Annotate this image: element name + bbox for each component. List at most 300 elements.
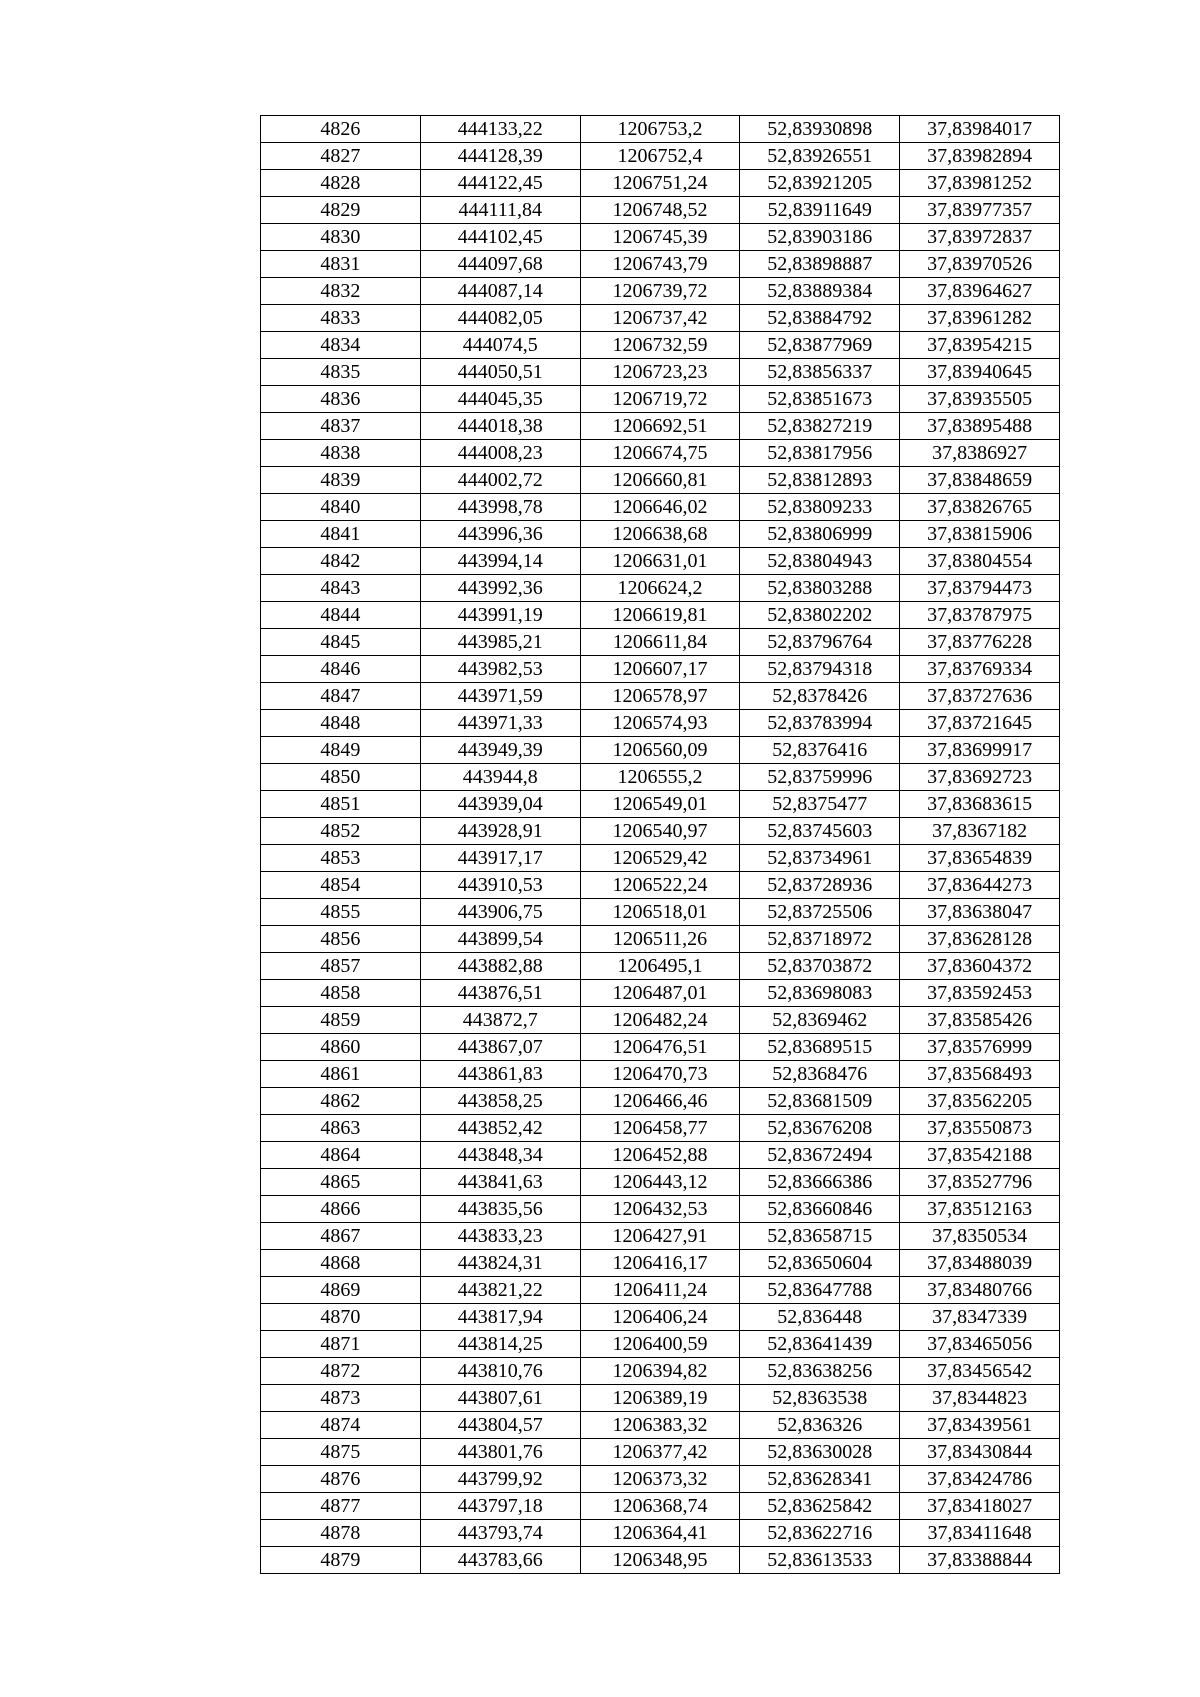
longitude-cell: 37,83787975 xyxy=(900,602,1060,629)
y-coordinate-cell: 1206631,01 xyxy=(580,548,740,575)
latitude-cell: 52,83812893 xyxy=(740,467,900,494)
longitude-cell: 37,83439561 xyxy=(900,1412,1060,1439)
point-number-cell: 4868 xyxy=(261,1250,421,1277)
latitude-cell: 52,83613533 xyxy=(740,1547,900,1574)
x-coordinate-cell: 444111,84 xyxy=(420,197,580,224)
point-number-cell: 4855 xyxy=(261,899,421,926)
longitude-cell: 37,83692723 xyxy=(900,764,1060,791)
x-coordinate-cell: 443906,75 xyxy=(420,899,580,926)
point-number-cell: 4833 xyxy=(261,305,421,332)
y-coordinate-cell: 1206394,82 xyxy=(580,1358,740,1385)
y-coordinate-cell: 1206646,02 xyxy=(580,494,740,521)
x-coordinate-cell: 443899,54 xyxy=(420,926,580,953)
table-row xyxy=(261,143,1060,170)
x-coordinate-cell: 443858,25 xyxy=(420,1088,580,1115)
x-coordinate-cell: 443982,53 xyxy=(420,656,580,683)
x-coordinate-cell: 443996,36 xyxy=(420,521,580,548)
point-number-cell: 4834 xyxy=(261,332,421,359)
latitude-cell: 52,83698083 xyxy=(740,980,900,1007)
point-number-cell: 4848 xyxy=(261,710,421,737)
y-coordinate-cell: 1206607,17 xyxy=(580,656,740,683)
longitude-cell: 37,83568493 xyxy=(900,1061,1060,1088)
latitude-cell: 52,83728936 xyxy=(740,872,900,899)
latitude-cell: 52,8368476 xyxy=(740,1061,900,1088)
longitude-cell: 37,83964627 xyxy=(900,278,1060,305)
x-coordinate-cell: 443814,25 xyxy=(420,1331,580,1358)
latitude-cell: 52,83676208 xyxy=(740,1115,900,1142)
x-coordinate-cell: 444122,45 xyxy=(420,170,580,197)
longitude-cell: 37,83562205 xyxy=(900,1088,1060,1115)
x-coordinate-cell: 443994,14 xyxy=(420,548,580,575)
point-number-cell: 4830 xyxy=(261,224,421,251)
table-row xyxy=(261,1439,1060,1466)
x-coordinate-cell: 443944,8 xyxy=(420,764,580,791)
longitude-cell: 37,83628128 xyxy=(900,926,1060,953)
table-row xyxy=(261,872,1060,899)
y-coordinate-cell: 1206748,52 xyxy=(580,197,740,224)
point-number-cell: 4832 xyxy=(261,278,421,305)
longitude-cell: 37,83654839 xyxy=(900,845,1060,872)
table-row xyxy=(261,602,1060,629)
x-coordinate-cell: 443848,34 xyxy=(420,1142,580,1169)
latitude-cell: 52,83911649 xyxy=(740,197,900,224)
longitude-cell: 37,83456542 xyxy=(900,1358,1060,1385)
longitude-cell: 37,8367182 xyxy=(900,818,1060,845)
point-number-cell: 4874 xyxy=(261,1412,421,1439)
point-number-cell: 4829 xyxy=(261,197,421,224)
longitude-cell: 37,83465056 xyxy=(900,1331,1060,1358)
point-number-cell: 4851 xyxy=(261,791,421,818)
y-coordinate-cell: 1206427,91 xyxy=(580,1223,740,1250)
table-row xyxy=(261,1007,1060,1034)
longitude-cell: 37,83961282 xyxy=(900,305,1060,332)
longitude-cell: 37,83970526 xyxy=(900,251,1060,278)
latitude-cell: 52,83666386 xyxy=(740,1169,900,1196)
latitude-cell: 52,83647788 xyxy=(740,1277,900,1304)
longitude-cell: 37,83576999 xyxy=(900,1034,1060,1061)
x-coordinate-cell: 444050,51 xyxy=(420,359,580,386)
longitude-cell: 37,83804554 xyxy=(900,548,1060,575)
point-number-cell: 4864 xyxy=(261,1142,421,1169)
y-coordinate-cell: 1206745,39 xyxy=(580,224,740,251)
latitude-cell: 52,83856337 xyxy=(740,359,900,386)
latitude-cell: 52,83622716 xyxy=(740,1520,900,1547)
latitude-cell: 52,83718972 xyxy=(740,926,900,953)
latitude-cell: 52,836326 xyxy=(740,1412,900,1439)
y-coordinate-cell: 1206482,24 xyxy=(580,1007,740,1034)
latitude-cell: 52,83804943 xyxy=(740,548,900,575)
x-coordinate-cell: 443833,23 xyxy=(420,1223,580,1250)
table-row xyxy=(261,1196,1060,1223)
latitude-cell: 52,83817956 xyxy=(740,440,900,467)
y-coordinate-cell: 1206574,93 xyxy=(580,710,740,737)
y-coordinate-cell: 1206400,59 xyxy=(580,1331,740,1358)
y-coordinate-cell: 1206432,53 xyxy=(580,1196,740,1223)
longitude-cell: 37,83418027 xyxy=(900,1493,1060,1520)
latitude-cell: 52,83884792 xyxy=(740,305,900,332)
y-coordinate-cell: 1206522,24 xyxy=(580,872,740,899)
latitude-cell: 52,83851673 xyxy=(740,386,900,413)
longitude-cell: 37,83982894 xyxy=(900,143,1060,170)
table-row xyxy=(261,656,1060,683)
longitude-cell: 37,83727636 xyxy=(900,683,1060,710)
latitude-cell: 52,83903186 xyxy=(740,224,900,251)
point-number-cell: 4836 xyxy=(261,386,421,413)
table-row xyxy=(261,494,1060,521)
longitude-cell: 37,83550873 xyxy=(900,1115,1060,1142)
point-number-cell: 4857 xyxy=(261,953,421,980)
longitude-cell: 37,83794473 xyxy=(900,575,1060,602)
table-row xyxy=(261,683,1060,710)
latitude-cell: 52,8375477 xyxy=(740,791,900,818)
longitude-cell: 37,8344823 xyxy=(900,1385,1060,1412)
point-number-cell: 4843 xyxy=(261,575,421,602)
table-row xyxy=(261,1034,1060,1061)
longitude-cell: 37,83972837 xyxy=(900,224,1060,251)
table-row xyxy=(261,521,1060,548)
latitude-cell: 52,83638256 xyxy=(740,1358,900,1385)
longitude-cell: 37,83815906 xyxy=(900,521,1060,548)
point-number-cell: 4870 xyxy=(261,1304,421,1331)
point-number-cell: 4826 xyxy=(261,116,421,143)
longitude-cell: 37,83488039 xyxy=(900,1250,1060,1277)
point-number-cell: 4846 xyxy=(261,656,421,683)
y-coordinate-cell: 1206389,19 xyxy=(580,1385,740,1412)
x-coordinate-cell: 443917,17 xyxy=(420,845,580,872)
point-number-cell: 4841 xyxy=(261,521,421,548)
table-row xyxy=(261,791,1060,818)
y-coordinate-cell: 1206624,2 xyxy=(580,575,740,602)
y-coordinate-cell: 1206619,81 xyxy=(580,602,740,629)
longitude-cell: 37,83977357 xyxy=(900,197,1060,224)
x-coordinate-cell: 443841,63 xyxy=(420,1169,580,1196)
y-coordinate-cell: 1206452,88 xyxy=(580,1142,740,1169)
x-coordinate-cell: 443824,31 xyxy=(420,1250,580,1277)
y-coordinate-cell: 1206348,95 xyxy=(580,1547,740,1574)
y-coordinate-cell: 1206487,01 xyxy=(580,980,740,1007)
longitude-cell: 37,83430844 xyxy=(900,1439,1060,1466)
x-coordinate-cell: 443797,18 xyxy=(420,1493,580,1520)
point-number-cell: 4856 xyxy=(261,926,421,953)
latitude-cell: 52,83759996 xyxy=(740,764,900,791)
y-coordinate-cell: 1206751,24 xyxy=(580,170,740,197)
x-coordinate-cell: 443861,83 xyxy=(420,1061,580,1088)
x-coordinate-cell: 444045,35 xyxy=(420,386,580,413)
y-coordinate-cell: 1206466,46 xyxy=(580,1088,740,1115)
y-coordinate-cell: 1206611,84 xyxy=(580,629,740,656)
y-coordinate-cell: 1206364,41 xyxy=(580,1520,740,1547)
latitude-cell: 52,83921205 xyxy=(740,170,900,197)
longitude-cell: 37,83683615 xyxy=(900,791,1060,818)
latitude-cell: 52,83650604 xyxy=(740,1250,900,1277)
y-coordinate-cell: 1206752,4 xyxy=(580,143,740,170)
table-row xyxy=(261,818,1060,845)
y-coordinate-cell: 1206373,32 xyxy=(580,1466,740,1493)
table-row xyxy=(261,980,1060,1007)
table-row xyxy=(261,305,1060,332)
x-coordinate-cell: 444008,23 xyxy=(420,440,580,467)
table-row xyxy=(261,1547,1060,1574)
point-number-cell: 4869 xyxy=(261,1277,421,1304)
longitude-cell: 37,83848659 xyxy=(900,467,1060,494)
x-coordinate-cell: 444002,72 xyxy=(420,467,580,494)
table-row xyxy=(261,170,1060,197)
x-coordinate-cell: 444133,22 xyxy=(420,116,580,143)
longitude-cell: 37,83721645 xyxy=(900,710,1060,737)
latitude-cell: 52,83926551 xyxy=(740,143,900,170)
y-coordinate-cell: 1206368,74 xyxy=(580,1493,740,1520)
point-number-cell: 4858 xyxy=(261,980,421,1007)
x-coordinate-cell: 443985,21 xyxy=(420,629,580,656)
longitude-cell: 37,83981252 xyxy=(900,170,1060,197)
longitude-cell: 37,83954215 xyxy=(900,332,1060,359)
table-row xyxy=(261,1277,1060,1304)
table-row xyxy=(261,224,1060,251)
x-coordinate-cell: 443971,33 xyxy=(420,710,580,737)
point-number-cell: 4854 xyxy=(261,872,421,899)
table-row xyxy=(261,899,1060,926)
longitude-cell: 37,83592453 xyxy=(900,980,1060,1007)
longitude-cell: 37,83826765 xyxy=(900,494,1060,521)
longitude-cell: 37,83527796 xyxy=(900,1169,1060,1196)
point-number-cell: 4840 xyxy=(261,494,421,521)
longitude-cell: 37,83424786 xyxy=(900,1466,1060,1493)
latitude-cell: 52,83930898 xyxy=(740,116,900,143)
x-coordinate-cell: 444128,39 xyxy=(420,143,580,170)
latitude-cell: 52,83809233 xyxy=(740,494,900,521)
longitude-cell: 37,8386927 xyxy=(900,440,1060,467)
latitude-cell: 52,83827219 xyxy=(740,413,900,440)
point-number-cell: 4844 xyxy=(261,602,421,629)
latitude-cell: 52,83802202 xyxy=(740,602,900,629)
table-row xyxy=(261,1304,1060,1331)
table-row xyxy=(261,1412,1060,1439)
latitude-cell: 52,83806999 xyxy=(740,521,900,548)
y-coordinate-cell: 1206719,72 xyxy=(580,386,740,413)
table-row xyxy=(261,548,1060,575)
x-coordinate-cell: 443998,78 xyxy=(420,494,580,521)
latitude-cell: 52,83803288 xyxy=(740,575,900,602)
longitude-cell: 37,83776228 xyxy=(900,629,1060,656)
x-coordinate-cell: 443939,04 xyxy=(420,791,580,818)
y-coordinate-cell: 1206411,24 xyxy=(580,1277,740,1304)
y-coordinate-cell: 1206443,12 xyxy=(580,1169,740,1196)
y-coordinate-cell: 1206732,59 xyxy=(580,332,740,359)
y-coordinate-cell: 1206743,79 xyxy=(580,251,740,278)
table-row xyxy=(261,467,1060,494)
latitude-cell: 52,83641439 xyxy=(740,1331,900,1358)
y-coordinate-cell: 1206660,81 xyxy=(580,467,740,494)
x-coordinate-cell: 443991,19 xyxy=(420,602,580,629)
longitude-cell: 37,83940645 xyxy=(900,359,1060,386)
table-row xyxy=(261,1466,1060,1493)
table-row xyxy=(261,386,1060,413)
point-number-cell: 4871 xyxy=(261,1331,421,1358)
longitude-cell: 37,83411648 xyxy=(900,1520,1060,1547)
longitude-cell: 37,83895488 xyxy=(900,413,1060,440)
point-number-cell: 4867 xyxy=(261,1223,421,1250)
table-row xyxy=(261,1385,1060,1412)
y-coordinate-cell: 1206737,42 xyxy=(580,305,740,332)
point-number-cell: 4865 xyxy=(261,1169,421,1196)
table-row xyxy=(261,1115,1060,1142)
table-row xyxy=(261,197,1060,224)
x-coordinate-cell: 444102,45 xyxy=(420,224,580,251)
y-coordinate-cell: 1206377,42 xyxy=(580,1439,740,1466)
point-number-cell: 4837 xyxy=(261,413,421,440)
point-number-cell: 4878 xyxy=(261,1520,421,1547)
y-coordinate-cell: 1206518,01 xyxy=(580,899,740,926)
x-coordinate-cell: 443971,59 xyxy=(420,683,580,710)
latitude-cell: 52,83734961 xyxy=(740,845,900,872)
latitude-cell: 52,83898887 xyxy=(740,251,900,278)
point-number-cell: 4847 xyxy=(261,683,421,710)
y-coordinate-cell: 1206416,17 xyxy=(580,1250,740,1277)
table-row xyxy=(261,1358,1060,1385)
coordinates-table-body xyxy=(261,116,1060,1574)
latitude-cell: 52,83625842 xyxy=(740,1493,900,1520)
table-row xyxy=(261,575,1060,602)
x-coordinate-cell: 443835,56 xyxy=(420,1196,580,1223)
table-row xyxy=(261,440,1060,467)
x-coordinate-cell: 443804,57 xyxy=(420,1412,580,1439)
point-number-cell: 4859 xyxy=(261,1007,421,1034)
y-coordinate-cell: 1206578,97 xyxy=(580,683,740,710)
latitude-cell: 52,83725506 xyxy=(740,899,900,926)
point-number-cell: 4862 xyxy=(261,1088,421,1115)
point-number-cell: 4852 xyxy=(261,818,421,845)
y-coordinate-cell: 1206383,32 xyxy=(580,1412,740,1439)
latitude-cell: 52,83703872 xyxy=(740,953,900,980)
longitude-cell: 37,8350534 xyxy=(900,1223,1060,1250)
table-row xyxy=(261,953,1060,980)
y-coordinate-cell: 1206470,73 xyxy=(580,1061,740,1088)
y-coordinate-cell: 1206555,2 xyxy=(580,764,740,791)
latitude-cell: 52,83889384 xyxy=(740,278,900,305)
longitude-cell: 37,83480766 xyxy=(900,1277,1060,1304)
x-coordinate-cell: 443852,42 xyxy=(420,1115,580,1142)
x-coordinate-cell: 443799,92 xyxy=(420,1466,580,1493)
point-number-cell: 4849 xyxy=(261,737,421,764)
latitude-cell: 52,83689515 xyxy=(740,1034,900,1061)
longitude-cell: 37,83769334 xyxy=(900,656,1060,683)
x-coordinate-cell: 444074,5 xyxy=(420,332,580,359)
table-row xyxy=(261,1520,1060,1547)
point-number-cell: 4872 xyxy=(261,1358,421,1385)
latitude-cell: 52,83745603 xyxy=(740,818,900,845)
point-number-cell: 4828 xyxy=(261,170,421,197)
latitude-cell: 52,83658715 xyxy=(740,1223,900,1250)
table-row xyxy=(261,116,1060,143)
point-number-cell: 4850 xyxy=(261,764,421,791)
table-row xyxy=(261,1088,1060,1115)
y-coordinate-cell: 1206638,68 xyxy=(580,521,740,548)
y-coordinate-cell: 1206476,51 xyxy=(580,1034,740,1061)
longitude-cell: 37,83935505 xyxy=(900,386,1060,413)
point-number-cell: 4835 xyxy=(261,359,421,386)
x-coordinate-cell: 443810,76 xyxy=(420,1358,580,1385)
latitude-cell: 52,8369462 xyxy=(740,1007,900,1034)
point-number-cell: 4866 xyxy=(261,1196,421,1223)
table-row xyxy=(261,1061,1060,1088)
longitude-cell: 37,83604372 xyxy=(900,953,1060,980)
x-coordinate-cell: 443949,39 xyxy=(420,737,580,764)
x-coordinate-cell: 444082,05 xyxy=(420,305,580,332)
table-row xyxy=(261,845,1060,872)
x-coordinate-cell: 443807,61 xyxy=(420,1385,580,1412)
longitude-cell: 37,83699917 xyxy=(900,737,1060,764)
table-row xyxy=(261,1169,1060,1196)
longitude-cell: 37,83984017 xyxy=(900,116,1060,143)
latitude-cell: 52,83672494 xyxy=(740,1142,900,1169)
x-coordinate-cell: 443928,91 xyxy=(420,818,580,845)
y-coordinate-cell: 1206406,24 xyxy=(580,1304,740,1331)
table-row xyxy=(261,1493,1060,1520)
longitude-cell: 37,83644273 xyxy=(900,872,1060,899)
point-number-cell: 4875 xyxy=(261,1439,421,1466)
longitude-cell: 37,83638047 xyxy=(900,899,1060,926)
x-coordinate-cell: 443821,22 xyxy=(420,1277,580,1304)
latitude-cell: 52,83681509 xyxy=(740,1088,900,1115)
y-coordinate-cell: 1206723,23 xyxy=(580,359,740,386)
table-row xyxy=(261,251,1060,278)
latitude-cell: 52,83796764 xyxy=(740,629,900,656)
longitude-cell: 37,83542188 xyxy=(900,1142,1060,1169)
latitude-cell: 52,8363538 xyxy=(740,1385,900,1412)
x-coordinate-cell: 443882,88 xyxy=(420,953,580,980)
point-number-cell: 4879 xyxy=(261,1547,421,1574)
table-row xyxy=(261,710,1060,737)
x-coordinate-cell: 444018,38 xyxy=(420,413,580,440)
table-row xyxy=(261,278,1060,305)
longitude-cell: 37,83585426 xyxy=(900,1007,1060,1034)
y-coordinate-cell: 1206560,09 xyxy=(580,737,740,764)
point-number-cell: 4853 xyxy=(261,845,421,872)
table-row xyxy=(261,629,1060,656)
point-number-cell: 4839 xyxy=(261,467,421,494)
point-number-cell: 4861 xyxy=(261,1061,421,1088)
latitude-cell: 52,836448 xyxy=(740,1304,900,1331)
point-number-cell: 4842 xyxy=(261,548,421,575)
x-coordinate-cell: 443910,53 xyxy=(420,872,580,899)
point-number-cell: 4838 xyxy=(261,440,421,467)
table-row xyxy=(261,1250,1060,1277)
point-number-cell: 4845 xyxy=(261,629,421,656)
table-row xyxy=(261,926,1060,953)
point-number-cell: 4831 xyxy=(261,251,421,278)
x-coordinate-cell: 443867,07 xyxy=(420,1034,580,1061)
x-coordinate-cell: 443876,51 xyxy=(420,980,580,1007)
table-row xyxy=(261,413,1060,440)
point-number-cell: 4877 xyxy=(261,1493,421,1520)
y-coordinate-cell: 1206674,75 xyxy=(580,440,740,467)
latitude-cell: 52,8376416 xyxy=(740,737,900,764)
y-coordinate-cell: 1206753,2 xyxy=(580,116,740,143)
y-coordinate-cell: 1206540,97 xyxy=(580,818,740,845)
y-coordinate-cell: 1206692,51 xyxy=(580,413,740,440)
x-coordinate-cell: 443992,36 xyxy=(420,575,580,602)
latitude-cell: 52,83630028 xyxy=(740,1439,900,1466)
table-row xyxy=(261,764,1060,791)
y-coordinate-cell: 1206495,1 xyxy=(580,953,740,980)
x-coordinate-cell: 444087,14 xyxy=(420,278,580,305)
longitude-cell: 37,83512163 xyxy=(900,1196,1060,1223)
latitude-cell: 52,83794318 xyxy=(740,656,900,683)
x-coordinate-cell: 443872,7 xyxy=(420,1007,580,1034)
table-row xyxy=(261,332,1060,359)
table-row xyxy=(261,1331,1060,1358)
point-number-cell: 4860 xyxy=(261,1034,421,1061)
